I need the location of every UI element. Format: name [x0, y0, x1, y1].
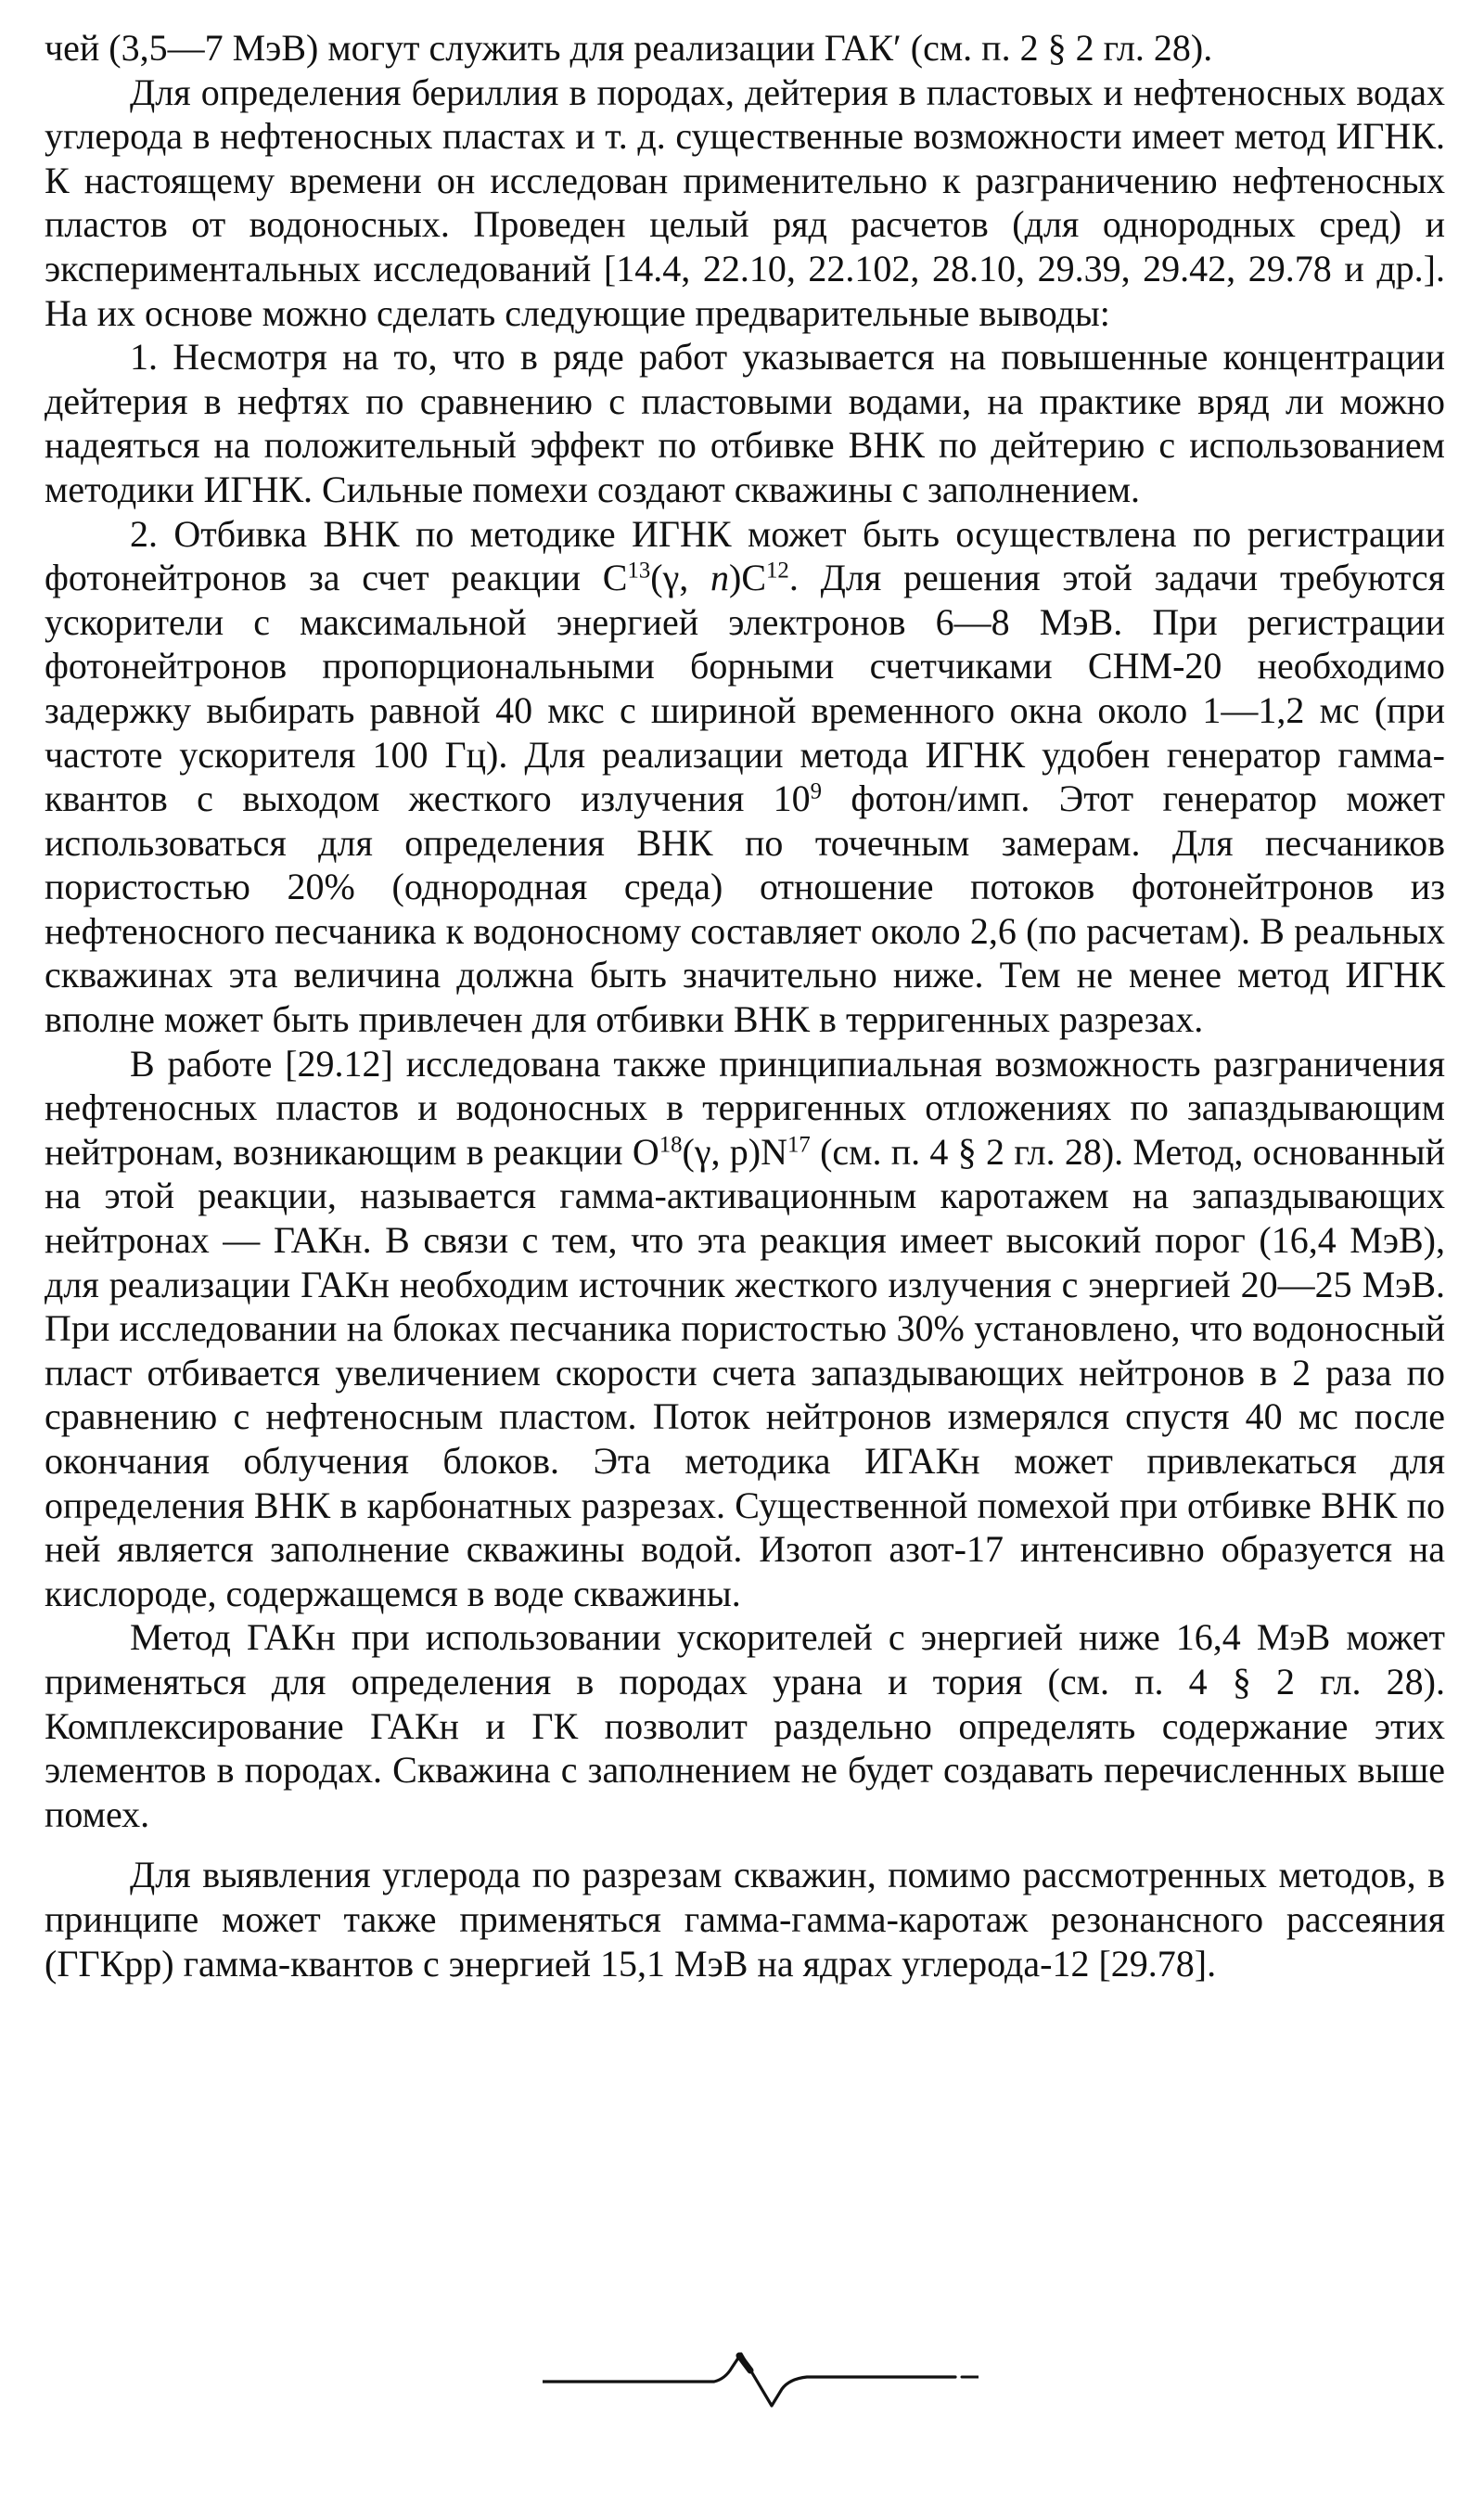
- end-of-chapter-ornament-icon: [543, 2333, 979, 2417]
- paragraph-carbon-detection: Для выявления углерода по разрезам скважин, помимо рассмотренных методов, в принципе может также применяться гамма-гамма-каротаж резонансного рассеяния (ГГКрр) гамма-квантов с энергией 15,1 МэВ на ядрах углерода-12 [29.78].: [45, 1854, 1445, 1985]
- paragraph-gakn-uranium-thorium: Метод ГАКн при использовании ускорителей с энергией ниже 16,4 МэВ может применяться для определения в породах урана и тория (см. п. 4 § 2 гл. 28). Комплексирование ГАКн и ГК позволит раздельно определять содержание этих элементов в породах. Скважина с заполнением не будет создавать перечисленных выше помех.: [45, 1616, 1445, 1835]
- paragraph-gakn-research: В работе [29.12] исследована также принципиальная возможность разграничения нефтеносных пластов и водоносных в терригенных отложениях по запаздывающим нейтронам, возникающим в реакции $O^{18}(\gamma$, $p)N^{17}$ (см. п. 4 § 2 гл. 28). Метод, основанный на этой реакции, называется гамма-активационным каротажем на запаздывающих нейтронах — ГАКн. В связи с тем, что эта реакция имеет высокий порог (16,4 МэВ), для реализации ГАКн необходим источник жесткого излучения с энергией 20—25 МэВ. При исследовании на блоках песчаника пористостью 30% установлено, что водоносный пласт отбивается увеличением скорости счета запаздывающих нейтронов в 2 раза по сравнению с нефтеносным пластом. Поток нейтронов измерялся спустя 40 мс после окончания облучения блоков. Эта методика ИГАКн может привлекаться для определения ВНК в карбонатных разрезах. Существенной помехой при отбивке ВНК по ней является заполнение скважины водой. Изотоп азот-17 интенсивно образуется на кислороде, содержащемся в воде скважины.: [45, 1042, 1446, 1614]
- paragraph-continuation: чей (3,5—7 МэВ) могут служить для реализации ГАК′ (см. п. 2 § 2 гл. 28).: [45, 27, 1213, 69]
- paragraph-conclusion-1: 1. Несмотря на то, что в ряде работ указывается на повышенные концентрации дейтерия в нефтях по сравнению с пластовыми водами, на практике вряд ли можно надеяться на положительный эффект по отбивке ВНК по дейтерию с использованием методики ИГНК. Сильные помехи создают скважины с заполнением.: [45, 336, 1445, 510]
- page-body: [45, 26, 1445, 1985]
- paragraph-conclusion-2: 2. Отбивка ВНК по методике ИГНК может быть осуществлена по регистрации фотонейтронов за счет реакции $С^{13}(\gamma$, $n)С^{12}$. Для решения этой задачи требуются ускорители с максимальной энергией электронов 6—8 МэВ. При регистрации фотонейтронов пропорциональными борными счетчиками СНМ-20 необходимо задержку выбирать равной 40 мкс с шириной временного окна около 1—1,2 мс (при частоте ускорителя 100 Гц). Для реализации метода ИГНК удобен генератор гамма-квантов с выходом жесткого излучения $10^9$ фотон/имп. Этот генератор может использоваться для определения ВНК по точечным замерам. Для песчаников пористостью 20% (однородная среда) отношение потоков фотонейтронов из нефтеносного песчаника к водоносному составляет около 2,6 (по расчетам). В реальных скважинах эта величина должна быть значительно ниже. Тем не менее метод ИГНК вполне может быть привлечен для отбивки ВНК в терригенных разрезах.: [45, 512, 1445, 1041]
- paragraph-ignk-intro: Для определения бериллия в породах, дейтерия в пластовых и нефтеносных водах углерода в нефтеносных пластах и т. д. существенные возможности имеет метод ИГНК. К настоящему времени он исследован применительно к разграничению нефтеносных пластов от водоносных. Проведен целый ряд расчетов (для однородных сред) и экспериментальных исследований [14.4, 22.10, 22.102, 28.10, 29.39, 29.42, 29.78 и др.]. На их основе можно сделать следующие предварительные выводы:: [45, 71, 1445, 334]
